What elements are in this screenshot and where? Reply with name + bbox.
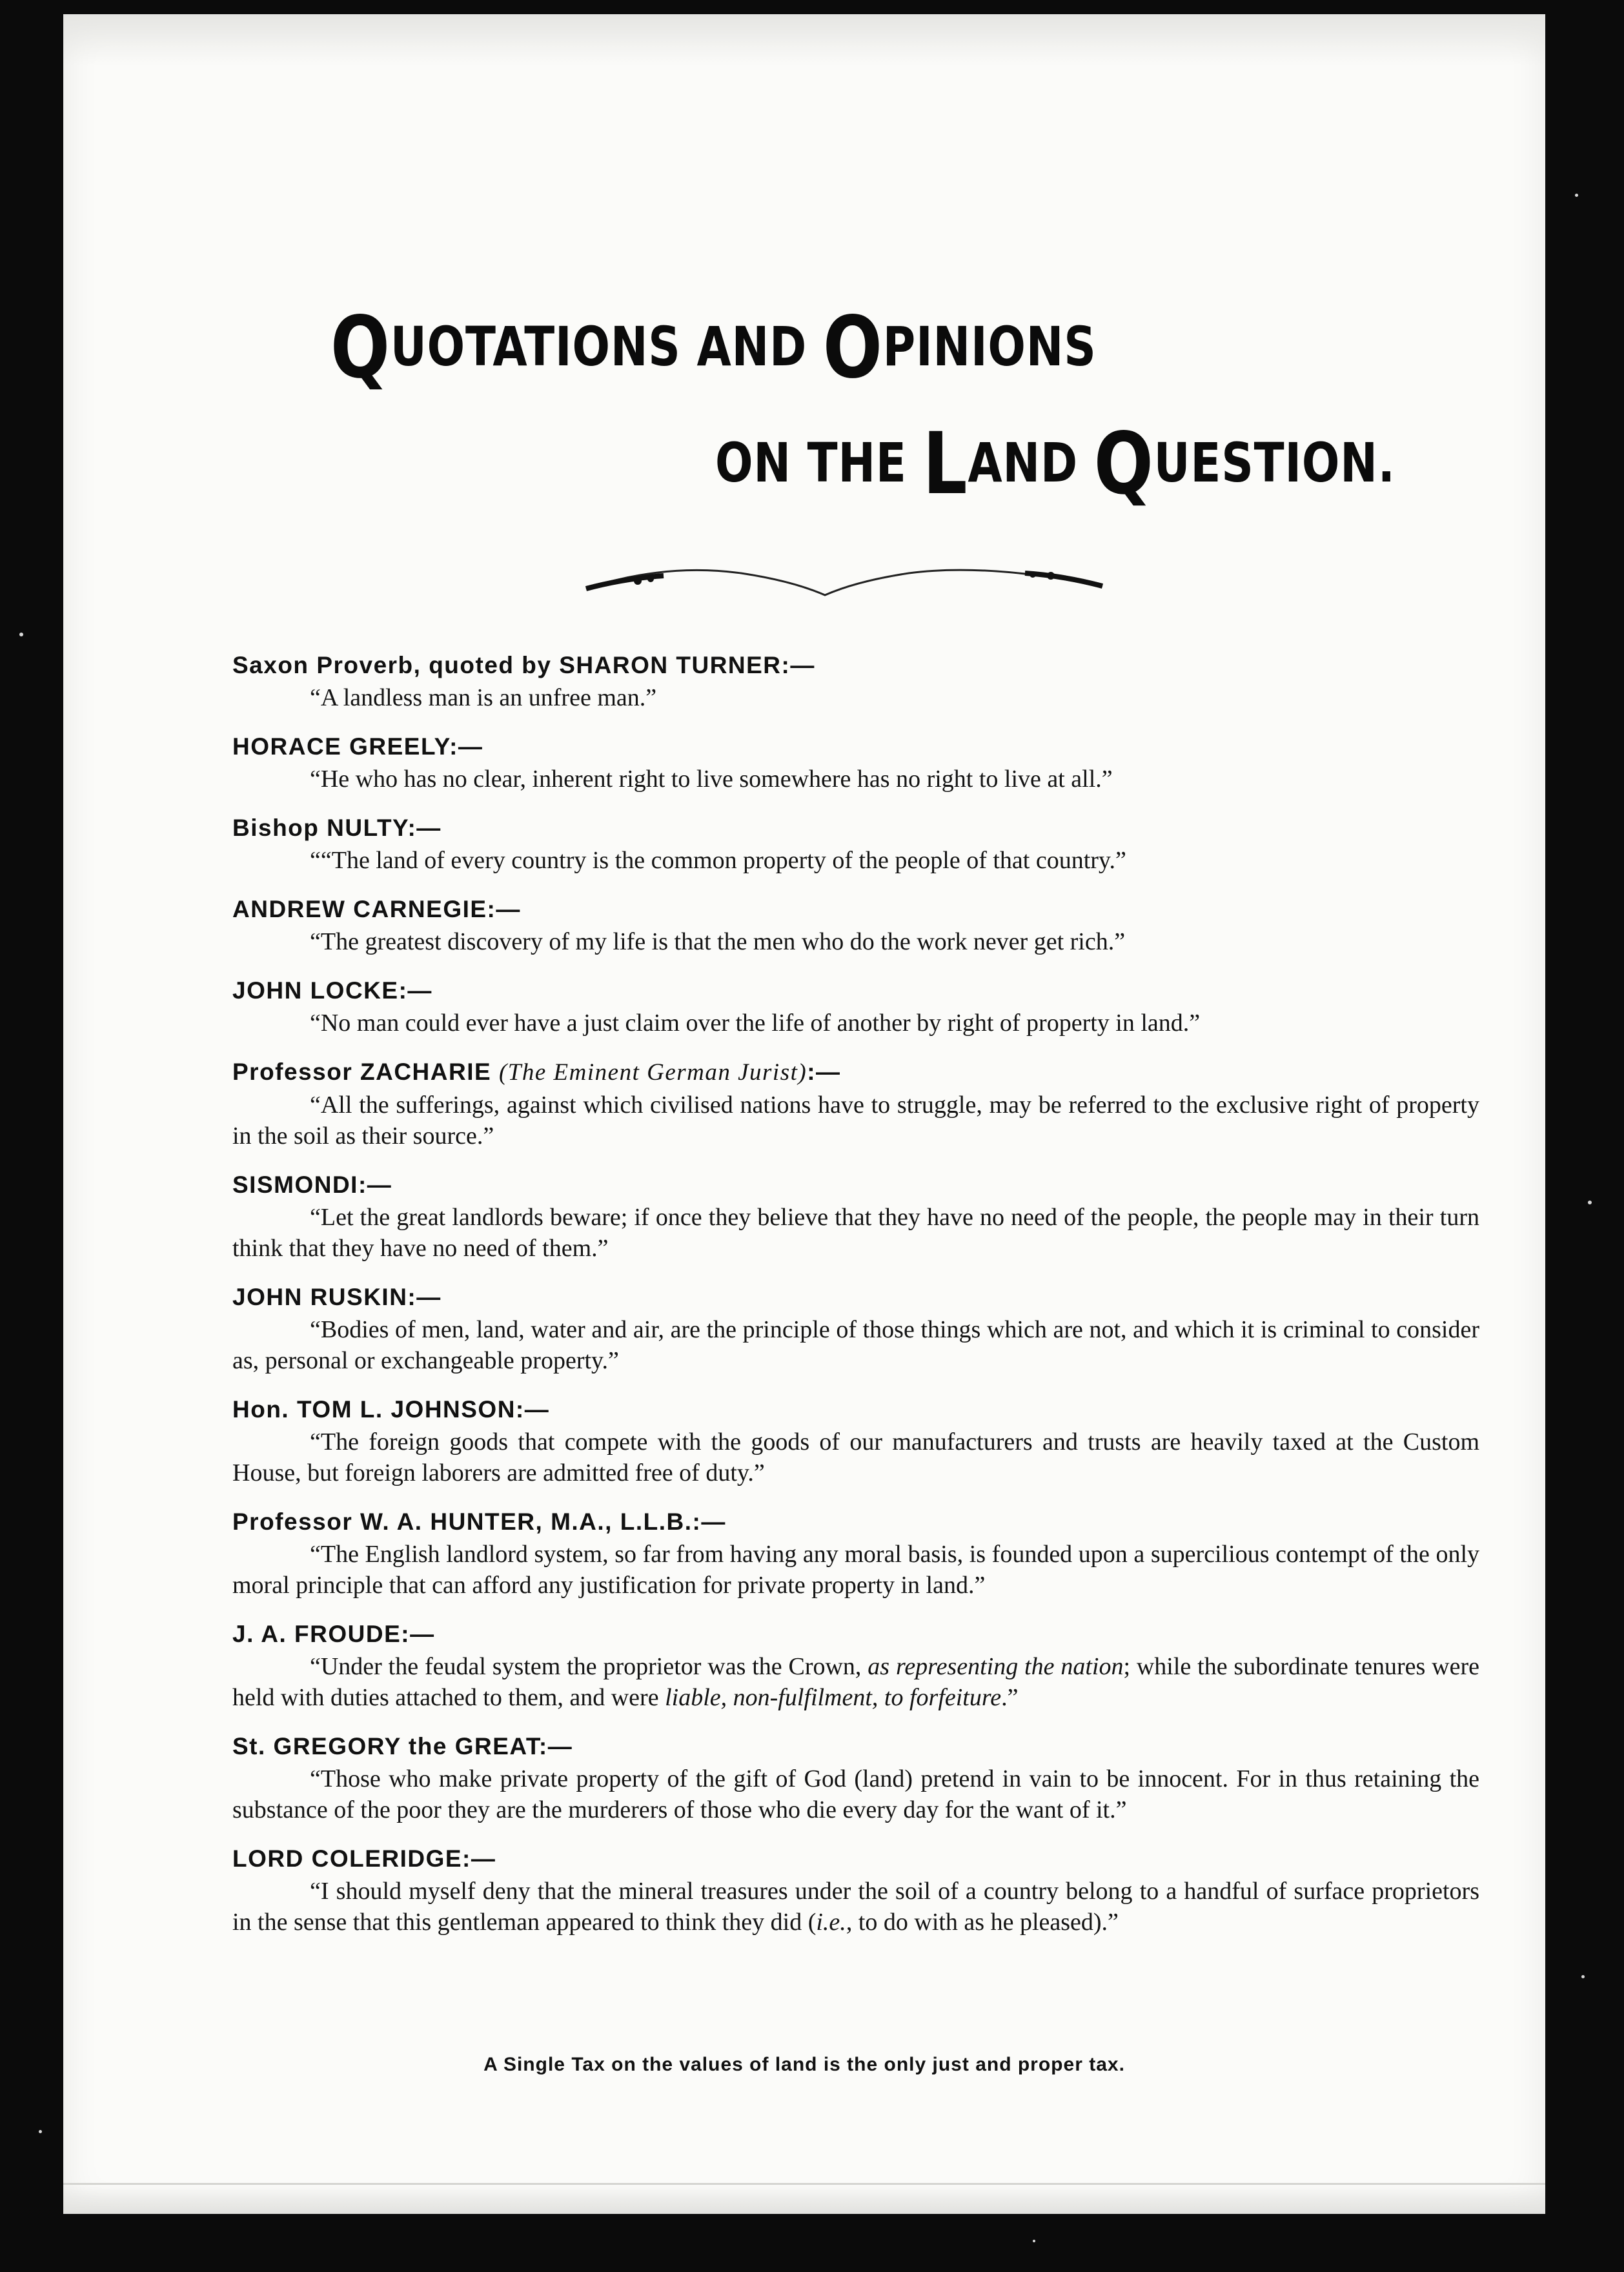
quotation-text: “The foreign goods that compete with the goods of our manufacturers and trusts are heavily taxed at the Custom House, but foreign laborers are admitted free of duty.”: [232, 1428, 1479, 1486]
quotation-speaker: Professor W. A. HUNTER, M.A., L.L.B.:—: [232, 1508, 726, 1535]
title-initial-capital: Q: [1093, 414, 1154, 514]
quotation-speaker: St. GREGORY the GREAT:—: [232, 1733, 573, 1760]
title-text: ON THE: [715, 431, 923, 494]
dust-speck: [39, 2130, 42, 2133]
quotation-speaker: SISMONDI:—: [232, 1172, 392, 1198]
quotation-entry: [232, 811, 1479, 876]
page-title-line-2: [715, 414, 1396, 514]
page-fold-bottom: [63, 2183, 1545, 2214]
quotations-list: [232, 649, 1479, 1954]
decorative-flourish-icon: [573, 550, 1115, 602]
quote-segment: ; while the subordinate tenures were held with duties attached to them, and were: [232, 1653, 1479, 1711]
quotation-entry: [232, 649, 1479, 713]
quotation-text: “A landless man is an unfree man.”: [310, 684, 657, 711]
quotation-entry: [232, 1281, 1479, 1376]
page-fold-top: [63, 14, 1545, 66]
quotation-text: [232, 1876, 1479, 1938]
quote-segment: .”: [1001, 1684, 1019, 1711]
quotation-entry: [232, 1842, 1479, 1938]
dust-speck: [1575, 194, 1578, 197]
quote-segment: “I should myself deny that the mineral treasures under the soil of a country belong to a handful of surface proprietors in the sense that this gentleman appeared to think they did (: [232, 1878, 1479, 1936]
quote-emphasis: i.e.: [816, 1909, 846, 1936]
title-initial-capital: L: [922, 414, 968, 514]
dust-speck: [1033, 2240, 1035, 2242]
dust-speck: [1588, 1201, 1592, 1204]
quotation-speaker: Saxon Proverb, quoted by SHARON TURNER:—: [232, 652, 815, 678]
title-initial-capital: O: [822, 298, 883, 398]
quotation-entry: [232, 974, 1479, 1039]
document-page: [63, 14, 1545, 2214]
quotation-text: ““The land of every country is the common property of the people of that country.”: [310, 847, 1126, 874]
speaker-suffix: :—: [807, 1059, 841, 1085]
title-text: UOTATIONS AND: [390, 315, 823, 378]
quotation-text: “All the sufferings, against which civilised nations have to struggle, may be referred to the exclusive right of property in the soil as their source.”: [232, 1091, 1479, 1150]
dust-speck: [19, 633, 23, 636]
title-text: UESTION.: [1153, 431, 1396, 494]
quotation-entry: [232, 1055, 1479, 1151]
title-initial-capital: Q: [330, 298, 391, 398]
quotation-speaker: [232, 1055, 1479, 1090]
speaker-name: Professor ZACHARIE: [232, 1059, 492, 1085]
title-text: PINIONS: [882, 315, 1097, 378]
quotation-speaker: JOHN RUSKIN:—: [232, 1284, 442, 1310]
quote-segment: “Under the feudal system the proprietor was the Crown,: [310, 1653, 868, 1680]
quotation-speaker: JOHN LOCKE:—: [232, 977, 432, 1004]
quotation-speaker: J. A. FROUDE:—: [232, 1621, 435, 1647]
quotation-entry: [232, 730, 1479, 795]
quotation-text: “The greatest discovery of my life is that the men who do the work never get rich.”: [310, 928, 1126, 955]
page-title-line-1: [330, 298, 1097, 398]
quotation-speaker: Hon. TOM L. JOHNSON:—: [232, 1396, 550, 1423]
quote-emphasis: as representing the nation: [868, 1653, 1124, 1680]
quotation-text: “Let the great landlords beware; if once they believe that they have no need of the people, the people may in their turn think that they have no need of them.”: [232, 1204, 1479, 1262]
quotation-entry: [232, 1168, 1479, 1264]
footer-statement: A Single Tax on the values of land is the only just and proper tax.: [483, 2054, 1125, 2075]
quotation-text: “No man could ever have a just claim over the life of another by right of property in land.”: [310, 1009, 1201, 1037]
quote-segment: , to do with as he pleased).”: [846, 1909, 1119, 1936]
quote-emphasis: liable, non-fulfilment, to forfeiture: [665, 1684, 1002, 1711]
dust-speck: [1581, 1975, 1585, 1978]
quotation-entry: [232, 1730, 1479, 1825]
quotation-speaker: ANDREW CARNEGIE:—: [232, 896, 521, 922]
quotation-speaker: HORACE GREELY:—: [232, 733, 483, 760]
quotation-speaker: Bishop NULTY:—: [232, 815, 442, 841]
quotation-entry: [232, 1618, 1479, 1713]
speaker-note: (The Eminent German Jurist): [498, 1059, 807, 1086]
quotation-entry: [232, 1505, 1479, 1601]
quotation-entry: [232, 1393, 1479, 1488]
quotation-text: “The English landlord system, so far from having any moral basis, is founded upon a supercilious contempt of the only moral principle that can afford any justification for private property in land.”: [232, 1541, 1479, 1599]
quotation-text: “Those who make private property of the gift of God (land) pretend in vain to be innocent. For in thus retaining the substance of the poor they are the murderers of those who die every day for the want of it.”: [232, 1765, 1479, 1823]
quotation-speaker: LORD COLERIDGE:—: [232, 1845, 496, 1872]
title-text: AND: [968, 431, 1094, 494]
quotation-text: [232, 1651, 1479, 1713]
quotation-text: “He who has no clear, inherent right to live somewhere has no right to live at all.”: [310, 766, 1113, 793]
quotation-entry: [232, 893, 1479, 957]
quotation-text: “Bodies of men, land, water and air, are the principle of those things which are not, and which it is criminal to consider as, personal or exchangeable property.”: [232, 1316, 1479, 1374]
